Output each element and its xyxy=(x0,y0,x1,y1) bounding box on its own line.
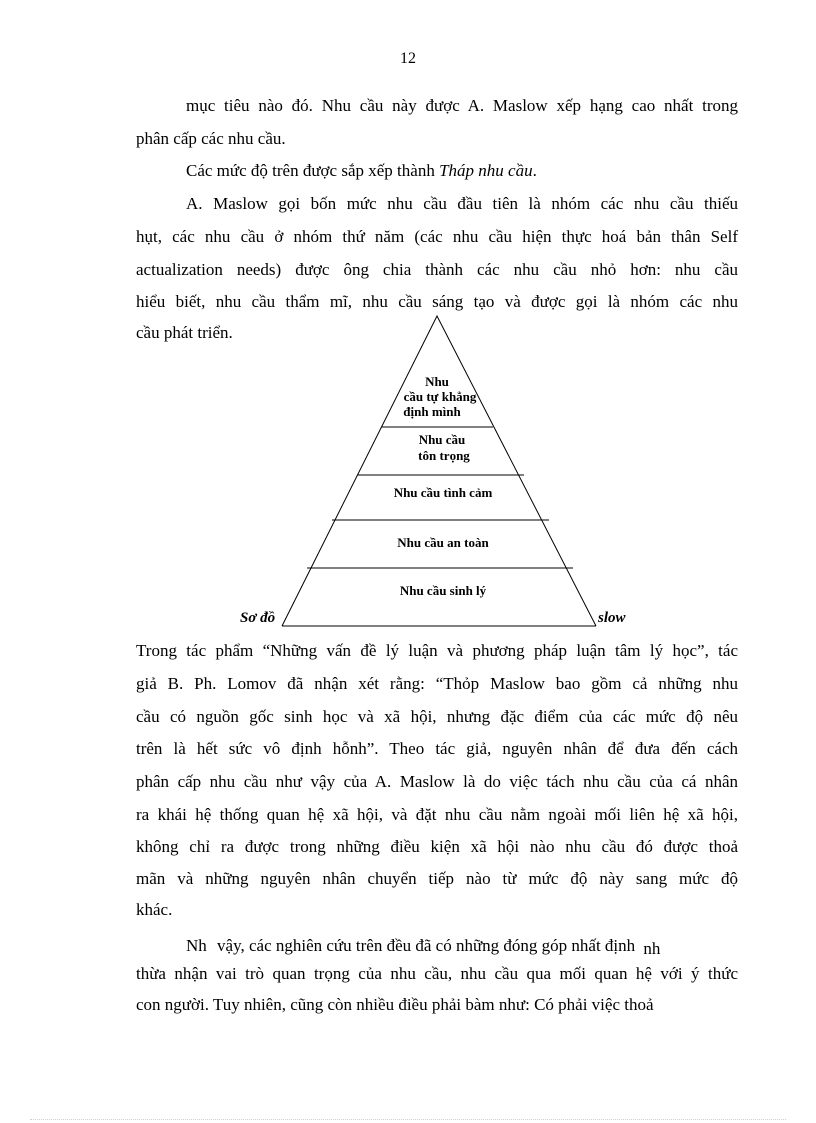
body-line: không chỉ ra được trong những điều kiện xã hội nào nhu cầu đó được thoả xyxy=(136,837,738,856)
body-line: giả B. Ph. Lomov đã nhận xét rằng: “Thỏp Maslow bao gồm cả những nhu xyxy=(136,674,738,693)
body-line: A. Maslow gọi bốn mức nhu cầu đầu tiên là nhóm các nhu cầu thiếu xyxy=(186,194,738,213)
body-line: con người. Tuy nhiên, cũng còn nhiều điều phải bàm như: Có phải việc thoả xyxy=(136,995,654,1014)
body-line: trên là hết sức vô định hỗnh”. Theo tác giả, nguyên nhân để đưa đến cách xyxy=(136,739,738,758)
body-line: thừa nhận vai trò quan trọng của nhu cầu, nhu cầu qua mối quan hệ với ý thức xyxy=(136,964,738,983)
body-line: phân cấp nhu cầu như vậy của A. Maslow là do việc tách nhu cầu của cá nhân xyxy=(136,772,738,791)
text-run: nh xyxy=(643,939,661,958)
text-run: vậy, các nghiên cứu trên đều đã có những đóng góp nhất định xyxy=(217,936,636,955)
text-run: Nh xyxy=(186,936,207,955)
emphasis-text: Tháp nhu cầu xyxy=(439,161,533,180)
diagram-caption-right: slow xyxy=(598,610,626,626)
body-line: Trong tác phẩm “Những vấn đề lý luận và phương pháp luận tâm lý học”, tác xyxy=(136,641,738,660)
body-line: mục tiêu nào đó. Nhu cầu này được A. Maslow xếp hạng cao nhất trong xyxy=(186,96,738,115)
pyramid-level-label: Nhu cầu an toàn xyxy=(397,535,489,550)
pyramid-level-label: tôn trọng xyxy=(418,448,470,463)
pyramid-level-label: cầu tự khẳng xyxy=(403,389,477,404)
body-line: ra khái hệ thống quan hệ xã hội, và đặt nhu cầu nằm ngoài mối liên hệ xã hội, xyxy=(136,805,738,824)
page-number: 12 xyxy=(400,50,416,67)
diagram-caption-left: Sơ đồ xyxy=(240,610,276,626)
body-line: hiểu biết, nhu cầu thẩm mĩ, nhu cầu sáng tạo và được gọi là nhóm các nhu xyxy=(136,292,738,311)
body-line: phân cấp các nhu cầu. xyxy=(136,129,286,148)
body-line: khác. xyxy=(136,900,173,919)
pyramid-level-label: Nhu xyxy=(425,374,449,389)
body-line: cầu phát triển. xyxy=(136,323,233,342)
text-run: Các mức độ trên được sắp xếp thành xyxy=(186,161,440,180)
body-line: actualization needs) được ông chia thành các nhu cầu nhỏ hơn: nhu cầu xyxy=(136,260,738,279)
page-bottom-rule xyxy=(30,1119,786,1120)
body-line: mãn và những nguyên nhân chuyển tiếp nào từ mức độ này sang mức độ xyxy=(136,869,738,888)
pyramid-outline xyxy=(282,316,596,626)
body-line xyxy=(186,935,746,957)
body-line: hụt, các nhu cầu ở nhóm thứ năm (các nhu cầu hiện thực hoá bản thân Self xyxy=(136,227,738,246)
pyramid-level-label: Nhu cầu xyxy=(418,432,466,447)
pyramid-level-label: Nhu cầu sinh lý xyxy=(399,583,487,598)
body-line: cầu có nguồn gốc sinh học và xã hội, nhưng đặc điểm của các mức độ nêu xyxy=(136,707,738,726)
pyramid-level-label: Nhu cầu tình cảm xyxy=(393,485,493,500)
text-run: . xyxy=(532,161,537,180)
pyramid-level-label: định mình xyxy=(403,404,461,419)
